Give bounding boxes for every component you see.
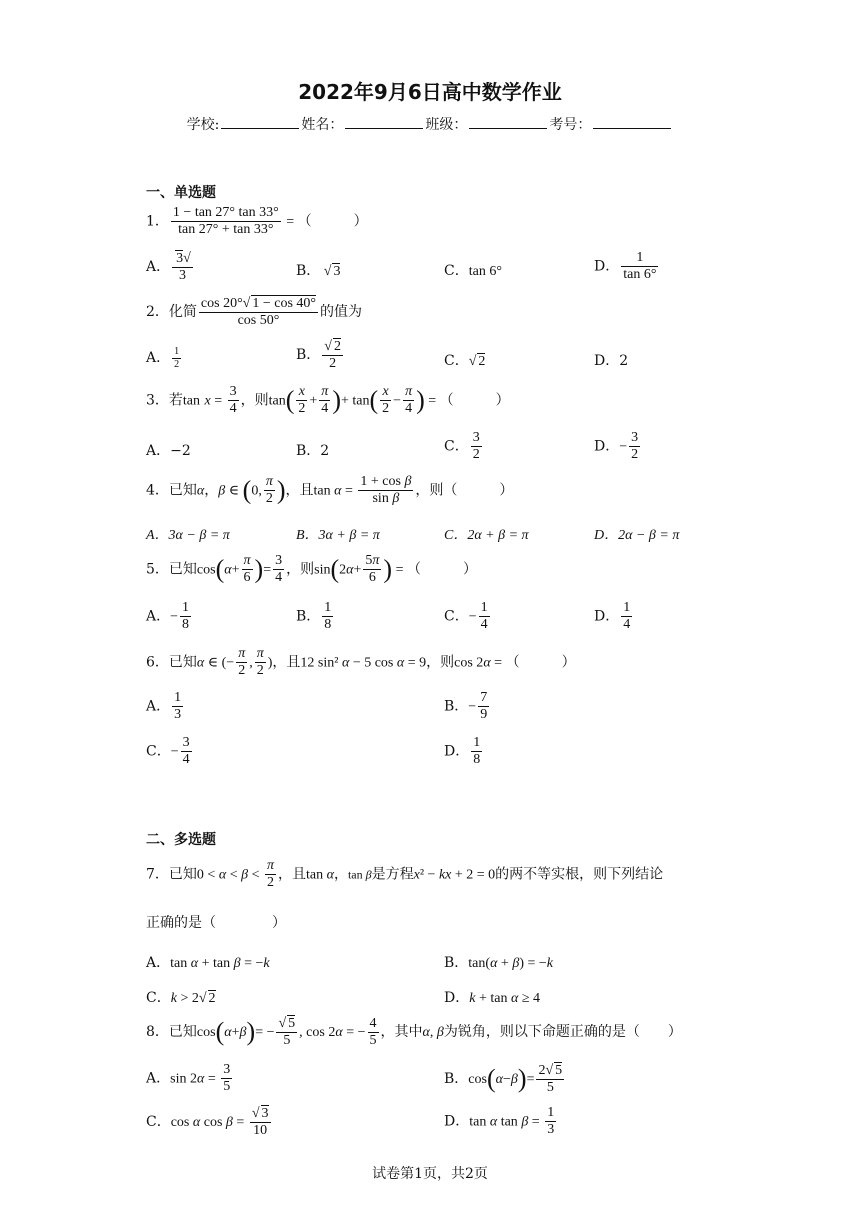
question-8: 8．已知cos(α+β)= − $\frac{√ 5}{5}$ , cos 2α = − $\frac{4}{5}$ ，其中α, β为锐角，则以下命题正确的是（ ）	[146, 1015, 682, 1049]
q2-option-b[interactable]: B． $\frac{√ 2}{2}$	[296, 339, 341, 372]
q7-option-d[interactable]: D．k + tan α ≥ 4	[444, 990, 540, 1006]
q1-option-c[interactable]: C．tan 6°	[444, 263, 502, 279]
q2-expression: $\frac{\cos 20^\circ√ 1 - \cos 40^\circ}{\cos 50^\circ}$	[200, 296, 317, 329]
section-single-choice: 一、单选题	[146, 185, 216, 201]
q2-option-d[interactable]: D．2	[594, 353, 629, 369]
q5-option-c[interactable]: C．− $\frac{1}{4}$	[444, 600, 488, 633]
q5-option-d[interactable]: D． $\frac{1}{4}$	[594, 600, 631, 633]
section-multiple-choice: 二、多选题	[146, 832, 216, 848]
q6-option-c[interactable]: C．− $\frac{3}{4}$	[146, 735, 190, 768]
question-7: 7．已知0 < α < β < $\frac{\pi}{2}$ ，且tan α，tan β是方程x² − kx + 2 = 0的两不等实根，则下列结论	[146, 858, 664, 891]
q5-option-a[interactable]: A．− $\frac{1}{8}$	[146, 600, 190, 633]
exam-no-label: 考号：	[549, 117, 592, 133]
q4-option-c[interactable]: C．2α + β = π	[444, 528, 529, 543]
q6-option-b[interactable]: B．− $\frac{7}{9}$	[444, 690, 488, 723]
q1-expression: $\frac{1 - \tan 27^\circ \tan 33^\circ}{\tan 27^\circ + \tan 33^\circ}$	[172, 205, 279, 238]
question-7-line2: 正确的是（ ）	[146, 915, 286, 931]
q8-option-c[interactable]: C．cos α cos β = $\frac{√ 3}{10}$	[146, 1106, 269, 1139]
class-blank[interactable]	[469, 116, 547, 129]
q6-option-d[interactable]: D． $\frac{1}{8}$	[444, 735, 481, 768]
q3-option-d[interactable]: D．− $\frac{3}{2}$	[594, 430, 639, 463]
question-5: 5．已知cos(α+ $\frac{\pi}{6}$ )= $\frac{3}{4}$ ，则sin(2α+ $\frac{5\pi}{6}$ ) = （ ）	[146, 553, 477, 586]
page-footer: 试卷第1页，共2页	[372, 1166, 488, 1182]
q3-option-c[interactable]: C． $\frac{3}{2}$	[444, 430, 480, 463]
q8-option-d[interactable]: D．tan α tan β = $\frac{1}{3}$	[444, 1105, 555, 1138]
q8-option-b[interactable]: B．cos(α−β)= $\frac{2√ 5}{5}$	[444, 1063, 563, 1096]
q4-option-d[interactable]: D．2α − β = π	[594, 528, 680, 543]
question-6: 6．已知α ∈ (− $\frac{\pi}{2}$ , $\frac{\pi}{2}$ )，且12 sin² α − 5 cos α = 9，则cos 2α = （ ）	[146, 646, 576, 679]
exam-no-blank[interactable]	[593, 116, 671, 129]
q7-option-a[interactable]: A．tan α + tan β = −k	[146, 955, 270, 971]
q5-option-b[interactable]: B． $\frac{1}{8}$	[296, 600, 332, 633]
q6-option-a[interactable]: A． $\frac{1}{3}$	[146, 690, 182, 723]
q2-option-c[interactable]: C．√ 2	[444, 353, 486, 369]
q3-option-a[interactable]: A．−2	[146, 443, 191, 459]
q4-option-a[interactable]: A．3α − β = π	[146, 528, 230, 543]
question-3: 3．若tan x = $\frac{3}{4}$ ，则tan( $\frac{x}{2}$ + $\frac{\pi}{4}$ )+ tan( $\frac{x}{2}$ − $\frac{\pi}{4}$ ) = （ ）	[146, 384, 510, 417]
school-blank[interactable]	[221, 116, 299, 129]
q4-option-b[interactable]: B．3α + β = π	[296, 528, 380, 543]
q2-option-a[interactable]: A． $\frac{1}{2}$	[146, 346, 180, 370]
question-1: 1． $\frac{1 - \tan 27^\circ \tan 33^\circ}{\tan 27^\circ + \tan 33^\circ}$ = （ ）	[146, 205, 368, 238]
name-blank[interactable]	[345, 116, 423, 129]
question-2: 2．化简 $\frac{\cos 20^\circ√ 1 - \cos 40^\circ}{\cos 50^\circ}$ 的值为	[146, 296, 363, 329]
q7-option-b[interactable]: B．tan(α + β) = −k	[444, 955, 553, 971]
q7-option-c[interactable]: C．k > 2√ 2	[146, 990, 216, 1006]
class-label: 班级：	[425, 117, 468, 133]
q1-option-a[interactable]: A． $\frac{3√}{3}$	[146, 251, 191, 284]
name-label: 姓名：	[301, 117, 344, 133]
q8-option-a[interactable]: A．sin 2α = $\frac{3}{5}$	[146, 1062, 231, 1095]
q1-option-b[interactable]: B． √ 3	[296, 263, 341, 279]
page-title: 2022年9月6日高中数学作业	[298, 80, 562, 104]
student-info-line	[0, 114, 860, 134]
school-label: 学校:	[186, 117, 220, 133]
question-4: 4．已知α，β ∈ (0, $\frac{\pi}{2}$ )，且tan α = $\frac{\text{1 + cos β}}{\text{sin β}}$ ，则（ ）	[146, 474, 514, 507]
q3-option-b[interactable]: B．2	[296, 443, 330, 459]
q1-option-d[interactable]: D． $\frac{1}{\tan 6^\circ}$	[594, 250, 657, 283]
